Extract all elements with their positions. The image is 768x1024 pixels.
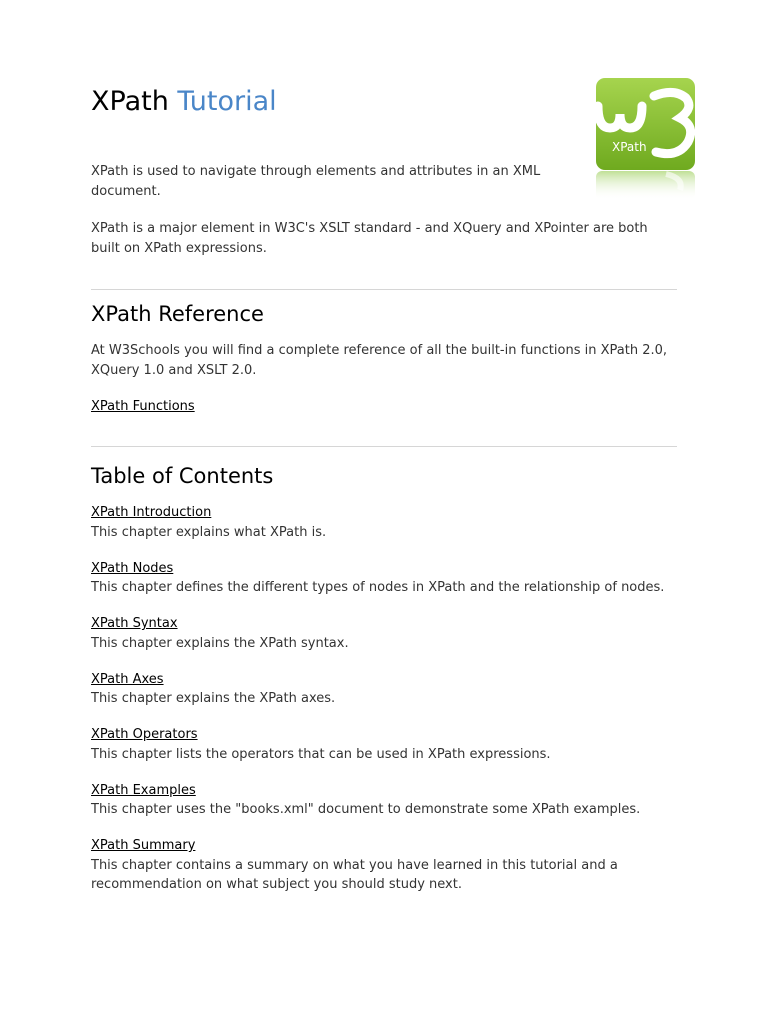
page-title [91,84,277,120]
section-divider [91,446,677,447]
xpath-functions-link[interactable]: XPath Functions [91,399,195,414]
toc-description: This chapter contains a summary on what you have learned in this tutorial and a recommendation on what subject you should study next. [91,857,618,892]
toc-item [91,836,677,892]
toc-link-syntax[interactable]: XPath Syntax [91,616,178,631]
toc-item [91,614,677,670]
toc-item [91,503,677,559]
toc-description: This chapter lists the operators that can be used in XPath expressions. [91,746,551,762]
toc-item [91,725,677,781]
title-main: XPath [91,86,169,117]
w3-xpath-logo [596,78,696,200]
toc-description: This chapter explains the XPath syntax. [91,635,349,651]
toc-description: This chapter explains the XPath axes. [91,691,336,706]
toc-item [91,670,677,726]
intro-paragraph-1: XPath is used to navigate through elements and attributes in an XML document. [91,164,541,199]
intro-paragraph-2: XPath is a major element in W3C's XSLT standard - and XQuery and XPointer are both built on XPath expressions. [91,221,648,256]
reference-heading: XPath Reference [91,302,264,326]
title-accent: Tutorial [177,86,277,117]
table-of-contents [91,503,677,892]
toc-description: This chapter uses the "books.xml" document to demonstrate some XPath examples. [91,802,641,817]
toc-description: This chapter explains what XPath is. [91,524,327,540]
logo-text: XPath [612,140,647,154]
toc-link-summary[interactable]: XPath Summary [91,838,196,853]
toc-description: This chapter defines the different types of nodes in XPath and the relationship of nodes. [91,580,665,595]
reference-text: At W3Schools you will find a complete reference of all the built-in functions in XPath 2.0, XQuery 1.0 and XSLT 2.0. [91,343,668,378]
toc-item [91,559,677,615]
toc-link-introduction[interactable]: XPath Introduction [91,505,212,520]
toc-link-axes[interactable]: XPath Axes [91,671,164,687]
toc-link-examples[interactable]: XPath Examples [91,782,196,798]
toc-heading: Table of Contents [91,464,274,488]
toc-item [91,781,677,837]
toc-link-nodes[interactable]: XPath Nodes [91,560,174,576]
section-divider [91,289,677,290]
toc-link-operators[interactable]: XPath Operators [91,727,198,742]
